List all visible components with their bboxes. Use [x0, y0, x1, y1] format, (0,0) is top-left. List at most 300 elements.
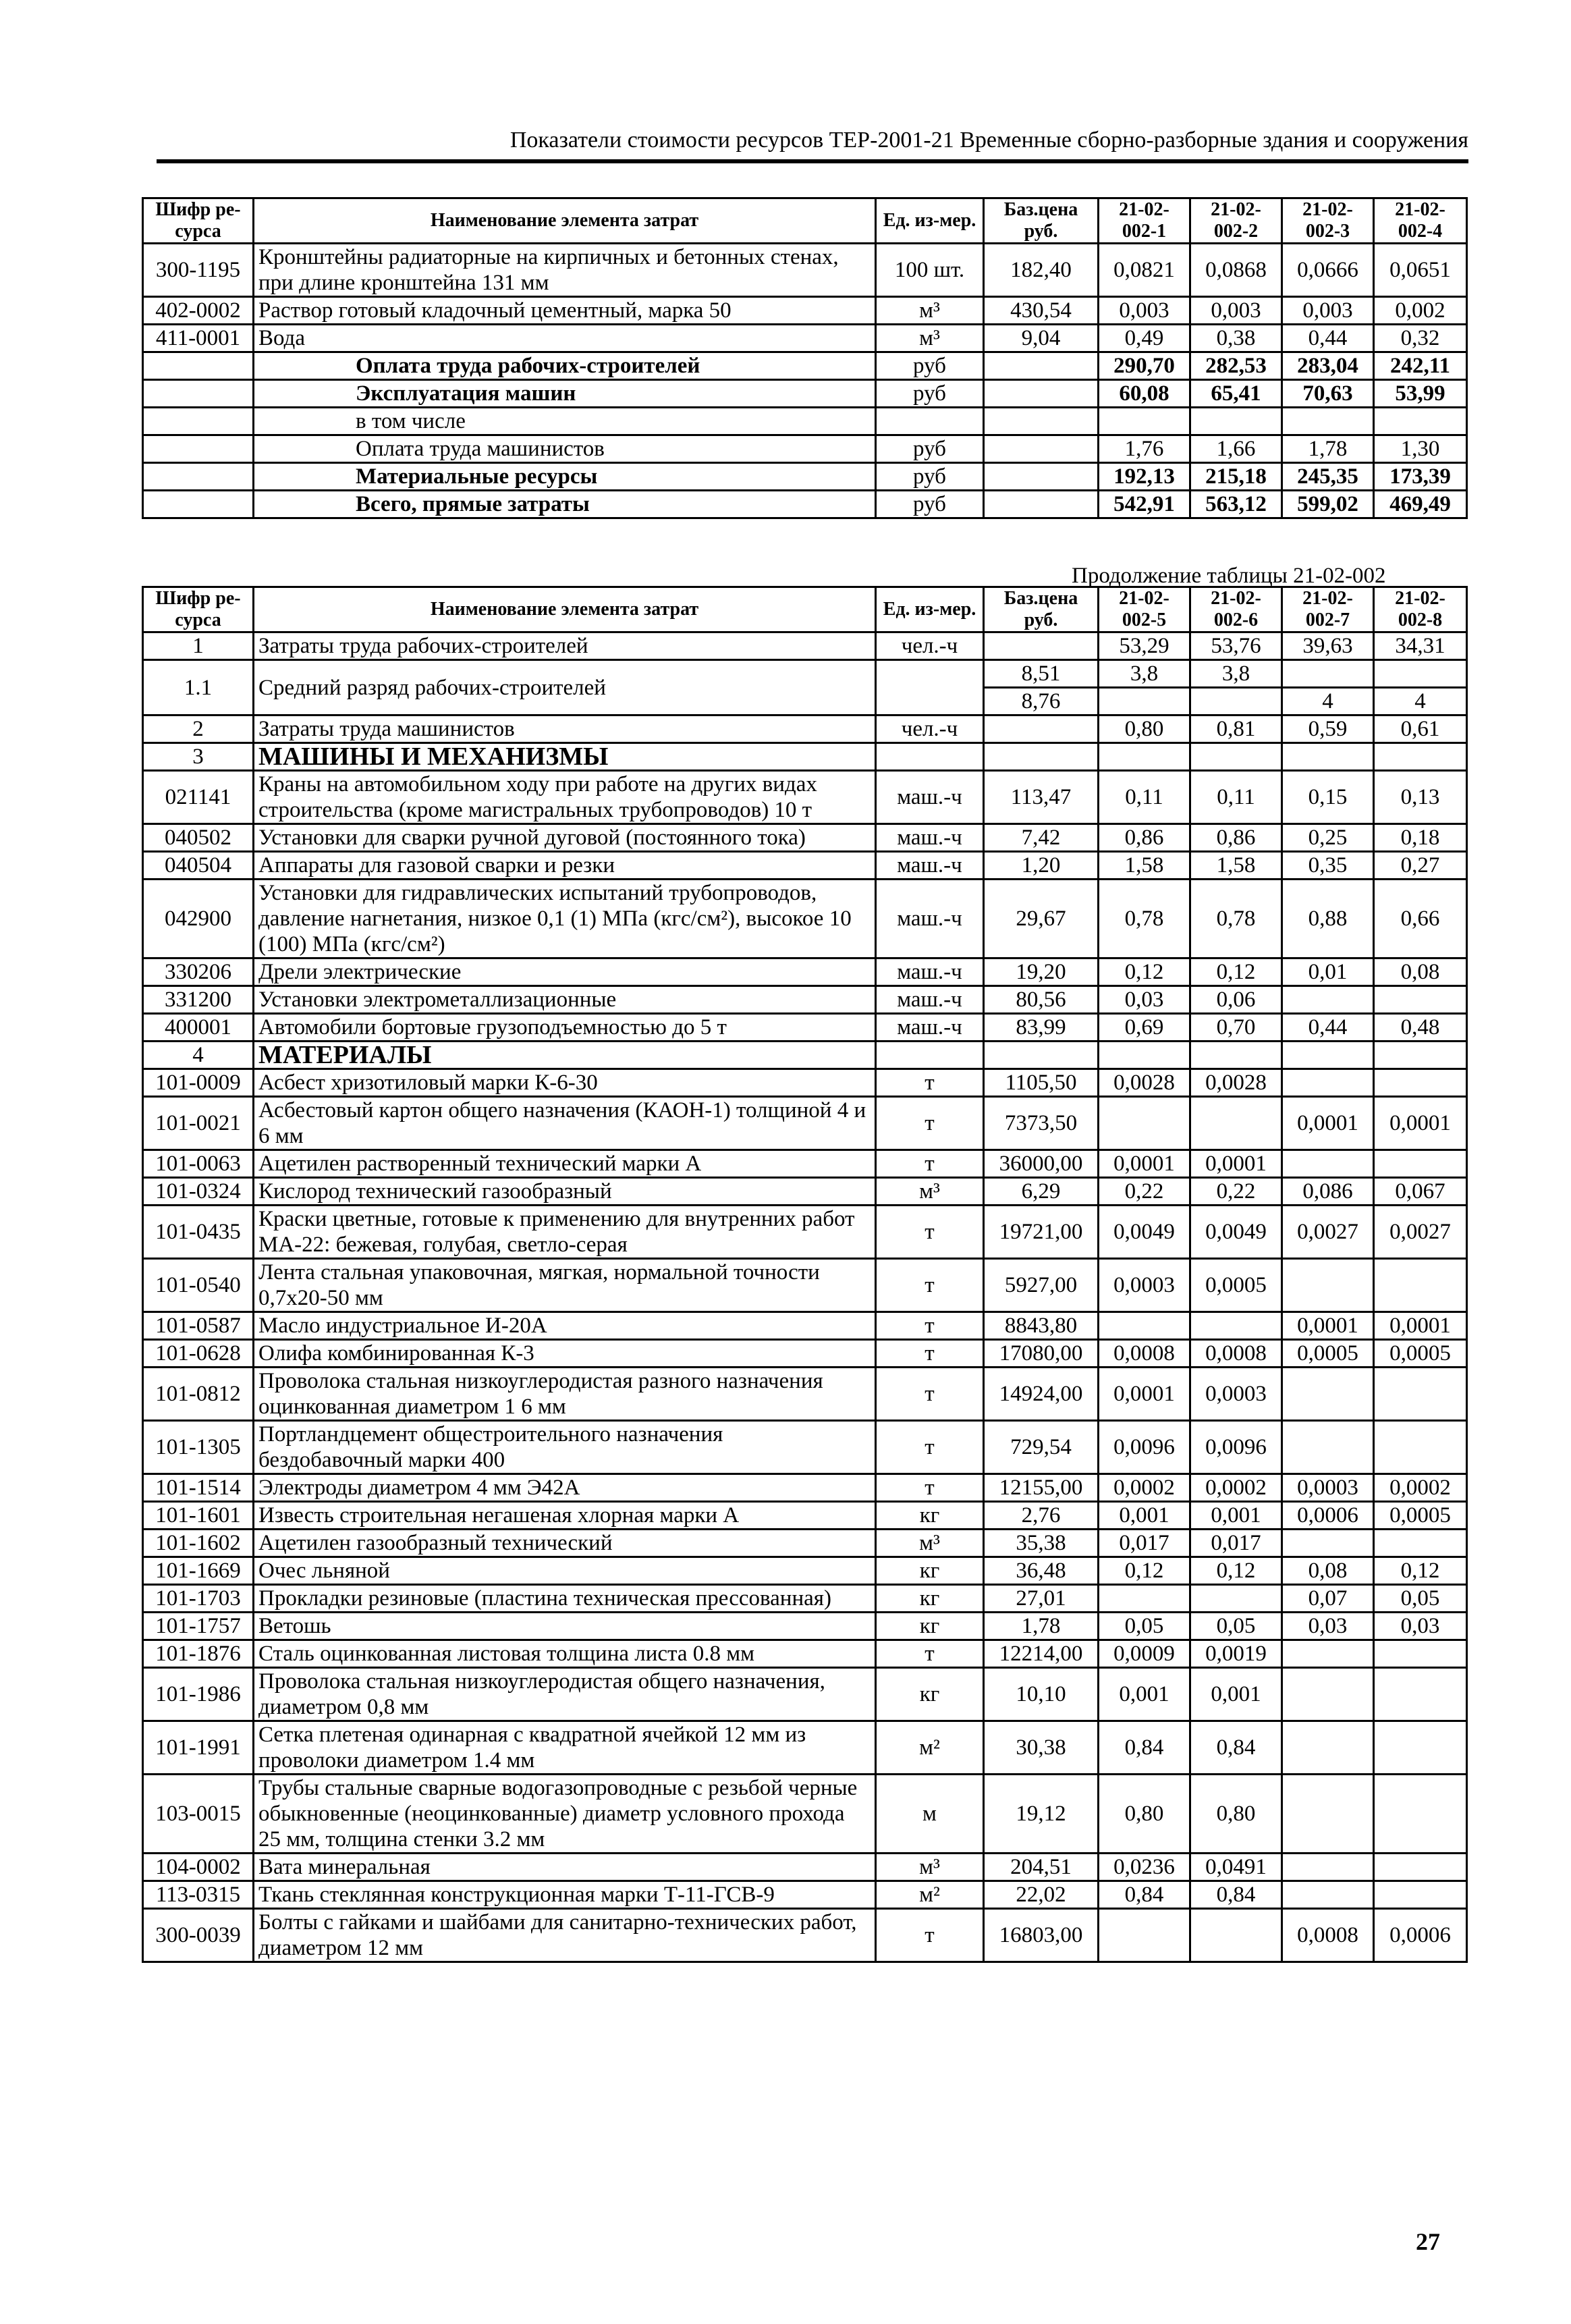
cell-value-1: 0,84 [1099, 1881, 1190, 1909]
cell-value-4 [1374, 1640, 1467, 1668]
cell-value-3: 0,08 [1282, 1557, 1374, 1585]
cell-price: 17080,00 [984, 1340, 1099, 1368]
header-name: Наименование элемента затрат [254, 587, 876, 632]
cell-unit: т [876, 1640, 984, 1668]
cell-unit: кг [876, 1502, 984, 1530]
cell-name: Оплата труда машинистов [254, 435, 876, 463]
cell-name: Установки для гидравлических испытаний трубопроводов, давление нагнетания, низкое 0,1 (1) МПа (кгс/см²), высокое 10 (100) МПа (кгс/см²) [254, 880, 876, 958]
cell-value-3: 0,59 [1282, 715, 1374, 743]
cell-value-2: 215,18 [1190, 463, 1282, 491]
table-row [143, 1259, 1467, 1312]
cell-value-3 [1282, 1069, 1374, 1097]
cell-value-3: 0,07 [1282, 1585, 1374, 1613]
cell-value-3: 0,44 [1282, 325, 1374, 352]
cell-value-2: 1,66 [1190, 435, 1282, 463]
summary-row [143, 380, 1467, 408]
cell-value-4 [1374, 1854, 1467, 1881]
cell-value-1: 0,03 [1099, 986, 1190, 1014]
cell-value-3 [1282, 1368, 1374, 1421]
cell-price: 19721,00 [984, 1206, 1099, 1259]
section-row [143, 1042, 1467, 1069]
cell-value-3: 0,003 [1282, 297, 1374, 325]
cell-code: 300-0039 [143, 1909, 254, 1962]
cell-value-4: 0,0002 [1374, 1474, 1467, 1502]
cell-name: Асбестовый картон общего назначения (КАОН-1) толщиной 4 и 6 мм [254, 1097, 876, 1150]
cell-price: 30,38 [984, 1721, 1099, 1775]
cell-value-3: 4 [1282, 688, 1374, 715]
cell-value-2: 0,06 [1190, 986, 1282, 1014]
cell-price [984, 463, 1099, 491]
cell-value-3: 0,44 [1282, 1014, 1374, 1042]
cell-value-3: 0,35 [1282, 852, 1374, 880]
table-row [143, 715, 1467, 743]
cell-value-4 [1374, 660, 1467, 688]
cell-empty [1374, 1042, 1467, 1069]
cell-value-4: 0,0005 [1374, 1502, 1467, 1530]
cell-value-1: 0,78 [1099, 880, 1190, 958]
cell-price [984, 380, 1099, 408]
header-col-8: 21-02-002-8 [1374, 587, 1467, 632]
cell-unit: м² [876, 1721, 984, 1775]
cell-value-4 [1374, 1775, 1467, 1854]
cell-code: 101-1991 [143, 1721, 254, 1775]
cell-unit: руб [876, 380, 984, 408]
cell-value-1: 1,76 [1099, 435, 1190, 463]
cell-unit: т [876, 1150, 984, 1178]
cell-value-1 [1099, 688, 1190, 715]
cell-code: 101-0435 [143, 1206, 254, 1259]
cell-unit: т [876, 1340, 984, 1368]
cell-value-4: 0,0005 [1374, 1340, 1467, 1368]
cell-value-3: 0,03 [1282, 1613, 1374, 1640]
table-row [143, 1668, 1467, 1721]
cell-value-1: 0,12 [1099, 1557, 1190, 1585]
summary-row [143, 408, 1467, 435]
cell-value-4: 0,0001 [1374, 1097, 1467, 1150]
cell-value-4: 0,002 [1374, 297, 1467, 325]
cell-code [143, 435, 254, 463]
cell-value-1: 0,12 [1099, 958, 1190, 986]
cell-code: 411-0001 [143, 325, 254, 352]
table-row [143, 1474, 1467, 1502]
header-col-4: 21-02-002-4 [1374, 198, 1467, 244]
cell-value-1 [1099, 1097, 1190, 1150]
header-col-7: 21-02-002-7 [1282, 587, 1374, 632]
cell-value-2: 0,78 [1190, 880, 1282, 958]
cell-value-3 [1282, 1854, 1374, 1881]
cell-unit: чел.-ч [876, 715, 984, 743]
cell-empty [876, 743, 984, 771]
table-row [143, 632, 1467, 660]
cell-value-4 [1374, 408, 1467, 435]
cell-value-2: 0,0049 [1190, 1206, 1282, 1259]
cell-value-3 [1282, 986, 1374, 1014]
cell-name: Затраты труда машинистов [254, 715, 876, 743]
cell-code: 300-1195 [143, 244, 254, 297]
cell-value-4 [1374, 986, 1467, 1014]
cell-value-2: 65,41 [1190, 380, 1282, 408]
cell-value-2: 0,0868 [1190, 244, 1282, 297]
cell-value-4: 0,03 [1374, 1613, 1467, 1640]
cell-empty [1190, 743, 1282, 771]
header-price: Баз.цена руб. [984, 198, 1099, 244]
cell-unit: маш.-ч [876, 958, 984, 986]
table-header-row [143, 587, 1467, 632]
table-row [143, 1097, 1467, 1150]
cell-unit: маш.-ч [876, 880, 984, 958]
cell-code: 101-1876 [143, 1640, 254, 1668]
cell-value-1: 53,29 [1099, 632, 1190, 660]
cell-code: 3 [143, 743, 254, 771]
cell-unit: маш.-ч [876, 771, 984, 824]
cell-code: 101-0021 [143, 1097, 254, 1150]
cell-price: 36,48 [984, 1557, 1099, 1585]
cell-value-4: 0,0027 [1374, 1206, 1467, 1259]
cell-unit: т [876, 1206, 984, 1259]
cell-price [984, 352, 1099, 380]
cell-code [143, 408, 254, 435]
cell-value-4 [1374, 1069, 1467, 1097]
cell-code: 101-1305 [143, 1421, 254, 1474]
table-row [143, 958, 1467, 986]
header-col-5: 21-02-002-5 [1099, 587, 1190, 632]
cell-value-3: 0,0003 [1282, 1474, 1374, 1502]
summary-row [143, 435, 1467, 463]
cell-value-4: 242,11 [1374, 352, 1467, 380]
cell-value-2: 0,11 [1190, 771, 1282, 824]
cell-empty [1099, 1042, 1190, 1069]
table-row [143, 1640, 1467, 1668]
cell-unit: м [876, 1775, 984, 1854]
cell-value-4: 0,08 [1374, 958, 1467, 986]
header-divider [157, 159, 1468, 163]
cell-price: 113,47 [984, 771, 1099, 824]
table-row [143, 1178, 1467, 1206]
cell-code: 101-1703 [143, 1585, 254, 1613]
cell-code: 1.1 [143, 660, 254, 715]
cell-name: Материальные ресурсы [254, 463, 876, 491]
cell-name: Лента стальная упаковочная, мягкая, нормальной точности 0,7х20-50 мм [254, 1259, 876, 1312]
section-title: МАШИНЫ И МЕХАНИЗМЫ [254, 743, 876, 771]
cell-value-1: 0,0008 [1099, 1340, 1190, 1368]
continuation-note: Продолжение таблицы 21-02-002 [1072, 564, 1386, 588]
cell-value-3 [1282, 1640, 1374, 1668]
cell-value-1 [1099, 1909, 1190, 1962]
cell-value-1: 290,70 [1099, 352, 1190, 380]
cell-name: Сетка плетеная одинарная с квадратной ячейкой 12 мм из проволоки диаметром 1.4 мм [254, 1721, 876, 1775]
cell-price: 2,76 [984, 1502, 1099, 1530]
cell-price: 729,54 [984, 1421, 1099, 1474]
cell-code: 040502 [143, 824, 254, 852]
cell-code: 040504 [143, 852, 254, 880]
cell-unit: т [876, 1909, 984, 1962]
cell-name: Очес льняной [254, 1557, 876, 1585]
cell-unit: т [876, 1097, 984, 1150]
cell-value-2: 0,0005 [1190, 1259, 1282, 1312]
cell-value-4: 0,18 [1374, 824, 1467, 852]
cell-value-2: 0,0019 [1190, 1640, 1282, 1668]
cell-code: 1 [143, 632, 254, 660]
cell-value-2: 0,017 [1190, 1530, 1282, 1557]
cell-value-2: 563,12 [1190, 491, 1282, 518]
cell-price [984, 715, 1099, 743]
cell-value-4 [1374, 1721, 1467, 1775]
table-row [143, 1881, 1467, 1909]
cell-name: Болты с гайками и шайбами для санитарно-технических работ, диаметром 12 мм [254, 1909, 876, 1962]
cell-price [984, 632, 1099, 660]
cell-value-3: 0,0027 [1282, 1206, 1374, 1259]
cell-value-4 [1374, 1530, 1467, 1557]
table-row [143, 244, 1467, 297]
cell-value-1: 0,05 [1099, 1613, 1190, 1640]
cell-value-2 [1190, 688, 1282, 715]
cell-unit: маш.-ч [876, 1014, 984, 1042]
cell-unit: м³ [876, 1530, 984, 1557]
cell-value-4 [1374, 1421, 1467, 1474]
cell-value-4 [1374, 1368, 1467, 1421]
cell-unit: т [876, 1312, 984, 1340]
cell-value-3: 0,086 [1282, 1178, 1374, 1206]
cell-value-2 [1190, 408, 1282, 435]
summary-row [143, 352, 1467, 380]
cell-value-4: 0,61 [1374, 715, 1467, 743]
cell-value-1: 542,91 [1099, 491, 1190, 518]
summary-row [143, 463, 1467, 491]
table-row [143, 1150, 1467, 1178]
cell-value-3: 0,0666 [1282, 244, 1374, 297]
cell-unit: м³ [876, 297, 984, 325]
cell-value-4: 34,31 [1374, 632, 1467, 660]
cell-value-1: 1,58 [1099, 852, 1190, 880]
cell-code: 101-1602 [143, 1530, 254, 1557]
cell-value-3 [1282, 1421, 1374, 1474]
cell-value-1: 0,11 [1099, 771, 1190, 824]
cell-value-4: 0,27 [1374, 852, 1467, 880]
header-col-1: 21-02-002-1 [1099, 198, 1190, 244]
cell-value-3: 0,0006 [1282, 1502, 1374, 1530]
cell-value-2: 0,84 [1190, 1881, 1282, 1909]
cell-unit [876, 660, 984, 715]
table-row [143, 1206, 1467, 1259]
cell-price: 1,78 [984, 1613, 1099, 1640]
cell-value-4: 0,12 [1374, 1557, 1467, 1585]
cell-value-2: 0,38 [1190, 325, 1282, 352]
cell-empty [984, 743, 1099, 771]
cell-price: 430,54 [984, 297, 1099, 325]
cell-value-4 [1374, 1259, 1467, 1312]
cell-value-3 [1282, 1259, 1374, 1312]
table-row [143, 1613, 1467, 1640]
cell-name: Автомобили бортовые грузоподъемностью до 5 т [254, 1014, 876, 1042]
cell-value-2: 0,81 [1190, 715, 1282, 743]
cell-value-4: 0,0651 [1374, 244, 1467, 297]
cell-value-4 [1374, 1668, 1467, 1721]
cell-price: 22,02 [984, 1881, 1099, 1909]
cell-value-2: 3,8 [1190, 660, 1282, 688]
table-row [143, 1557, 1467, 1585]
cell-unit: 100 шт. [876, 244, 984, 297]
cell-name: Прокладки резиновые (пластина техническая прессованная) [254, 1585, 876, 1613]
table-row [143, 1368, 1467, 1421]
table-row [143, 297, 1467, 325]
cell-code [143, 380, 254, 408]
cell-value-2: 0,05 [1190, 1613, 1282, 1640]
cell-value-3 [1282, 408, 1374, 435]
cell-value-3 [1282, 1881, 1374, 1909]
cell-empty [1282, 743, 1374, 771]
cell-name: Кронштейны радиаторные на кирпичных и бетонных стенах, при длине кронштейна 131 мм [254, 244, 876, 297]
cell-code: 4 [143, 1042, 254, 1069]
header-col-6: 21-02-002-6 [1190, 587, 1282, 632]
cell-value-4: 0,067 [1374, 1178, 1467, 1206]
cell-value-3: 283,04 [1282, 352, 1374, 380]
cell-value-4 [1374, 1150, 1467, 1178]
cell-unit: руб [876, 435, 984, 463]
cell-value-4: 4 [1374, 688, 1467, 715]
cell-value-2: 0,84 [1190, 1721, 1282, 1775]
cell-price: 19,12 [984, 1775, 1099, 1854]
cell-value-4: 0,48 [1374, 1014, 1467, 1042]
cell-unit: т [876, 1474, 984, 1502]
cell-value-3: 70,63 [1282, 380, 1374, 408]
cell-price: 9,04 [984, 325, 1099, 352]
cell-value-1: 0,69 [1099, 1014, 1190, 1042]
cell-name: Дрели электрические [254, 958, 876, 986]
cell-unit: чел.-ч [876, 632, 984, 660]
cell-value-3: 0,88 [1282, 880, 1374, 958]
cell-code: 042900 [143, 880, 254, 958]
cell-code: 103-0015 [143, 1775, 254, 1854]
cell-code [143, 491, 254, 518]
table-row [143, 1014, 1467, 1042]
cell-unit: кг [876, 1668, 984, 1721]
cell-code: 104-0002 [143, 1854, 254, 1881]
cell-price [984, 491, 1099, 518]
cell-price: 12155,00 [984, 1474, 1099, 1502]
cell-value-1: 0,0236 [1099, 1854, 1190, 1881]
cell-name: Раствор готовый кладочный цементный, марка 50 [254, 297, 876, 325]
cell-value-1: 0,0009 [1099, 1640, 1190, 1668]
cell-price: 8,51 [984, 660, 1099, 688]
cell-price: 29,67 [984, 880, 1099, 958]
cell-unit: руб [876, 491, 984, 518]
header-price: Баз.цена руб. [984, 587, 1099, 632]
table-row [143, 1530, 1467, 1557]
cell-value-2: 0,0008 [1190, 1340, 1282, 1368]
cell-name: Ткань стеклянная конструкционная марки Т-11-ГСВ-9 [254, 1881, 876, 1909]
cell-empty [1099, 743, 1190, 771]
cell-value-2: 0,003 [1190, 297, 1282, 325]
cell-value-2: 0,0001 [1190, 1150, 1282, 1178]
cell-name: Проволока стальная низкоуглеродистая общего назначения, диаметром 0,8 мм [254, 1668, 876, 1721]
cell-name: Ацетилен газообразный технический [254, 1530, 876, 1557]
cell-code: 101-0009 [143, 1069, 254, 1097]
cell-value-2: 0,001 [1190, 1502, 1282, 1530]
cell-value-1 [1099, 1312, 1190, 1340]
cell-value-3 [1282, 1530, 1374, 1557]
table-row [143, 824, 1467, 852]
cell-value-2: 0,0096 [1190, 1421, 1282, 1474]
cell-value-3: 0,25 [1282, 824, 1374, 852]
table-row [143, 325, 1467, 352]
cell-value-3: 39,63 [1282, 632, 1374, 660]
cell-price: 35,38 [984, 1530, 1099, 1557]
header-col-3: 21-02-002-3 [1282, 198, 1374, 244]
table-row [143, 1909, 1467, 1962]
table-row [143, 880, 1467, 958]
header-col-2: 21-02-002-2 [1190, 198, 1282, 244]
cell-price: 182,40 [984, 244, 1099, 297]
cell-empty [1190, 1042, 1282, 1069]
cell-code [143, 463, 254, 491]
cell-value-3: 0,01 [1282, 958, 1374, 986]
cell-price: 14924,00 [984, 1368, 1099, 1421]
cell-price: 36000,00 [984, 1150, 1099, 1178]
cell-value-3: 245,35 [1282, 463, 1374, 491]
cell-name: Известь строительная негашеная хлорная марки А [254, 1502, 876, 1530]
cell-value-3: 599,02 [1282, 491, 1374, 518]
table-row [143, 1502, 1467, 1530]
cell-price: 16803,00 [984, 1909, 1099, 1962]
cell-price [984, 435, 1099, 463]
cell-value-3: 0,0001 [1282, 1312, 1374, 1340]
cell-name: Краски цветные, готовые к применению для внутренних работ МА-22: бежевая, голубая, светло-серая [254, 1206, 876, 1259]
summary-row [143, 491, 1467, 518]
cell-value-4: 0,32 [1374, 325, 1467, 352]
cell-name: Трубы стальные сварные водогазопроводные с резьбой черные обыкновенные (неоцинкованные) диаметр условного прохода 25 мм, толщина стенки 3.2 мм [254, 1775, 876, 1854]
cell-value-1: 0,80 [1099, 1775, 1190, 1854]
cell-value-3 [1282, 660, 1374, 688]
cell-name: Масло индустриальное И-20А [254, 1312, 876, 1340]
cell-value-1: 0,80 [1099, 715, 1190, 743]
header-code: Шифр ре-сурса [143, 198, 254, 244]
table-row [143, 1721, 1467, 1775]
cell-unit: т [876, 1069, 984, 1097]
cell-value-4: 53,99 [1374, 380, 1467, 408]
table-row [143, 1585, 1467, 1613]
header-name: Наименование элемента затрат [254, 198, 876, 244]
cell-value-4: 0,66 [1374, 880, 1467, 958]
cell-value-3 [1282, 1668, 1374, 1721]
cell-name: Оплата труда рабочих-строителей [254, 352, 876, 380]
cell-price: 8,76 [984, 688, 1099, 715]
cell-name: Проволока стальная низкоуглеродистая разного назначения оцинкованная диаметром 1 6 мм [254, 1368, 876, 1421]
cell-value-3 [1282, 1721, 1374, 1775]
cell-empty [1282, 1042, 1374, 1069]
cell-value-1: 0,0003 [1099, 1259, 1190, 1312]
cell-value-1: 0,0001 [1099, 1368, 1190, 1421]
cell-name: Установки электрометаллизационные [254, 986, 876, 1014]
cell-price: 19,20 [984, 958, 1099, 986]
cell-value-1: 0,017 [1099, 1530, 1190, 1557]
cell-name: в том числе [254, 408, 876, 435]
cell-price: 6,29 [984, 1178, 1099, 1206]
cell-value-2: 0,0002 [1190, 1474, 1282, 1502]
section-title: МАТЕРИАЛЫ [254, 1042, 876, 1069]
cell-price: 80,56 [984, 986, 1099, 1014]
cell-price [984, 408, 1099, 435]
cost-table-part-1 [142, 197, 1468, 519]
cell-value-2 [1190, 1097, 1282, 1150]
cell-value-4: 469,49 [1374, 491, 1467, 518]
cell-price: 12214,00 [984, 1640, 1099, 1668]
cell-value-1: 0,22 [1099, 1178, 1190, 1206]
cell-unit: кг [876, 1613, 984, 1640]
cell-value-1: 0,0096 [1099, 1421, 1190, 1474]
cell-code: 402-0002 [143, 297, 254, 325]
cell-price: 10,10 [984, 1668, 1099, 1721]
cell-value-1: 0,0821 [1099, 244, 1190, 297]
